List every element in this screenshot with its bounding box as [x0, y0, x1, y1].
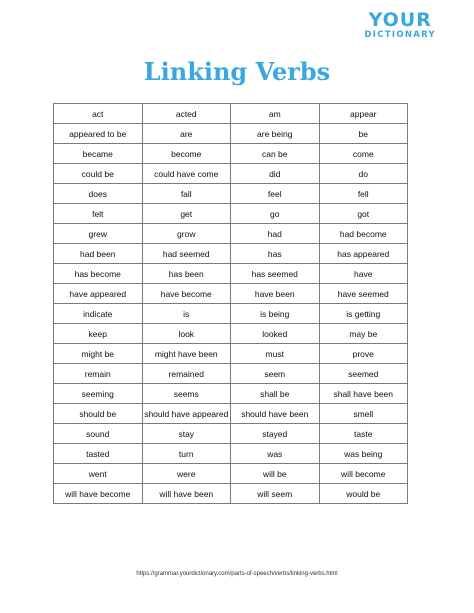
table-row [54, 164, 408, 184]
verb-cell: has appeared [319, 244, 408, 264]
verb-cell: grow [142, 224, 231, 244]
verb-cell: act [54, 104, 143, 124]
verb-cell: seems [142, 384, 231, 404]
table-row [54, 244, 408, 264]
verb-cell: feel [231, 184, 320, 204]
verb-cell: does [54, 184, 143, 204]
verb-cell: do [319, 164, 408, 184]
logo-wordmark-top: YOUR [368, 9, 432, 31]
verb-cell: could have come [142, 164, 231, 184]
table-row [54, 344, 408, 364]
verb-cell: has [231, 244, 320, 264]
verb-cell: is getting [319, 304, 408, 324]
verb-cell: had seemed [142, 244, 231, 264]
verb-cell: am [231, 104, 320, 124]
verb-cell: grew [54, 224, 143, 244]
verb-cell: smell [319, 404, 408, 424]
verb-cell: should be [54, 404, 143, 424]
verb-cell: taste [319, 424, 408, 444]
verb-cell: look [142, 324, 231, 344]
verb-cell: was [231, 444, 320, 464]
verb-cell: stay [142, 424, 231, 444]
page-title: Linking Verbs [143, 57, 331, 86]
table-row [54, 464, 408, 484]
table-row [54, 124, 408, 144]
verb-cell: indicate [54, 304, 143, 324]
table-row [54, 384, 408, 404]
verb-cell: looked [231, 324, 320, 344]
verb-cell: went [54, 464, 143, 484]
verb-cell: are [142, 124, 231, 144]
table-body [54, 104, 408, 504]
verb-cell: had been [54, 244, 143, 264]
verb-cell: keep [54, 324, 143, 344]
verb-cell: be [319, 124, 408, 144]
verb-cell: prove [319, 344, 408, 364]
table-row [54, 324, 408, 344]
verb-cell: should have appeared [142, 404, 231, 424]
verb-cell: might be [54, 344, 143, 364]
verb-cell: tasted [54, 444, 143, 464]
table-row [54, 424, 408, 444]
verb-cell: must [231, 344, 320, 364]
verb-cell: have appeared [54, 284, 143, 304]
verb-cell: come [319, 144, 408, 164]
table-row [54, 444, 408, 464]
verb-cell: was being [319, 444, 408, 464]
verb-cell: will have been [142, 484, 231, 504]
table-row [54, 104, 408, 124]
table-row [54, 304, 408, 324]
verb-cell: acted [142, 104, 231, 124]
table-row [54, 204, 408, 224]
verb-cell: remained [142, 364, 231, 384]
verb-cell: fall [142, 184, 231, 204]
verb-cell: have been [231, 284, 320, 304]
verb-cell: would be [319, 484, 408, 504]
table-row [54, 264, 408, 284]
verb-cell: appear [319, 104, 408, 124]
source-url[interactable]: https://grammar.yourdictionary.com/parts-of-speech/verbs/linking-verbs.html [136, 571, 338, 577]
verb-cell: sound [54, 424, 143, 444]
verb-cell: had become [319, 224, 408, 244]
verb-cell: became [54, 144, 143, 164]
verb-cell: become [142, 144, 231, 164]
verb-cell: has seemed [231, 264, 320, 284]
verb-cell: stayed [231, 424, 320, 444]
verb-cell: might have been [142, 344, 231, 364]
table-row [54, 224, 408, 244]
table-row [54, 364, 408, 384]
table-row [54, 484, 408, 504]
verb-cell: appeared to be [54, 124, 143, 144]
table-row [54, 404, 408, 424]
verb-cell: will become [319, 464, 408, 484]
verb-cell: have seemed [319, 284, 408, 304]
table-row [54, 284, 408, 304]
verb-cell: will be [231, 464, 320, 484]
verb-cell: were [142, 464, 231, 484]
verb-cell: go [231, 204, 320, 224]
verb-cell: is [142, 304, 231, 324]
verb-cell: seem [231, 364, 320, 384]
verb-cell: did [231, 164, 320, 184]
verb-cell: will have become [54, 484, 143, 504]
verb-cell: remain [54, 364, 143, 384]
verb-cell: can be [231, 144, 320, 164]
yourdictionary-logo[interactable] [364, 10, 436, 40]
verb-cell: has been [142, 264, 231, 284]
verb-cell: seeming [54, 384, 143, 404]
verb-cell: turn [142, 444, 231, 464]
verb-cell: has become [54, 264, 143, 284]
verb-cell: is being [231, 304, 320, 324]
verb-cell: had [231, 224, 320, 244]
verb-cell: may be [319, 324, 408, 344]
verb-cell: have [319, 264, 408, 284]
logo-wordmark-bottom: DICTIONARY [364, 30, 436, 40]
verb-cell: shall have been [319, 384, 408, 404]
verb-cell: will seem [231, 484, 320, 504]
verb-cell: fell [319, 184, 408, 204]
table-row [54, 184, 408, 204]
table-row [54, 144, 408, 164]
verb-cell: could be [54, 164, 143, 184]
linking-verbs-table [53, 103, 408, 504]
verb-cell: shall be [231, 384, 320, 404]
verb-cell: got [319, 204, 408, 224]
verb-cell: get [142, 204, 231, 224]
verb-cell: seemed [319, 364, 408, 384]
verb-cell: should have been [231, 404, 320, 424]
verb-cell: are being [231, 124, 320, 144]
verb-cell: have become [142, 284, 231, 304]
verb-cell: felt [54, 204, 143, 224]
